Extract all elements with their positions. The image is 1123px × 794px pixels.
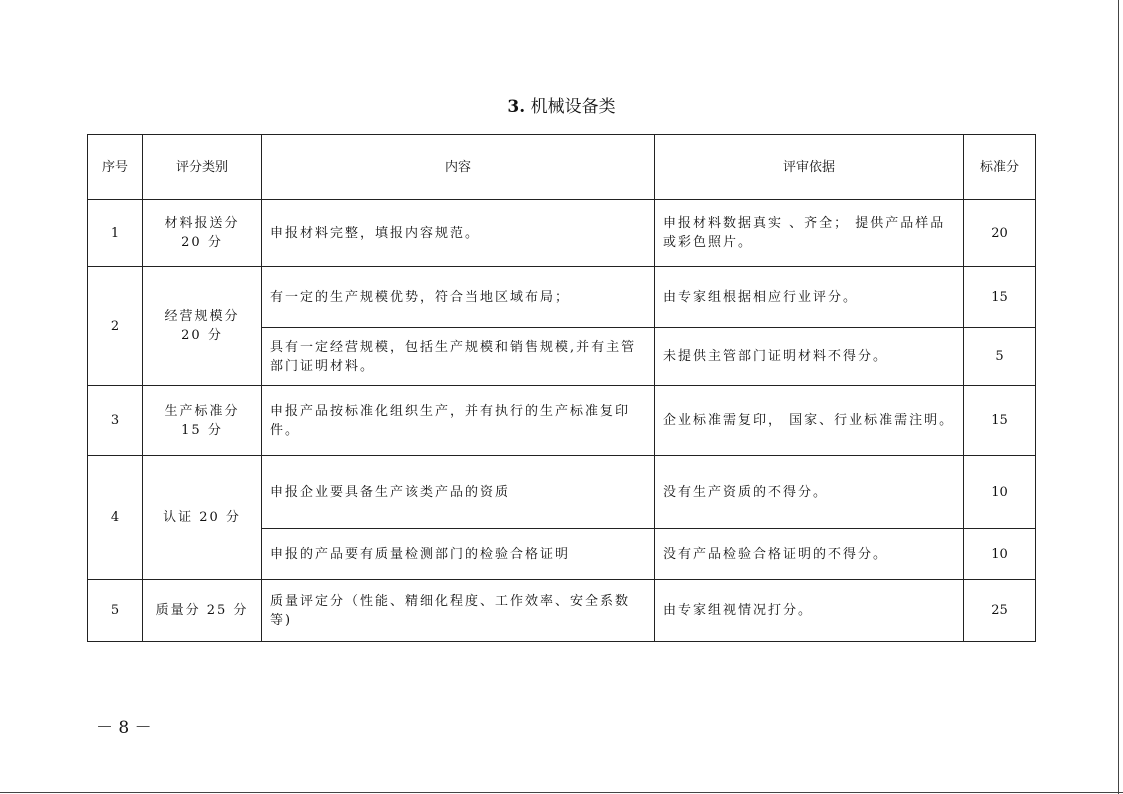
category-line: 材料报送分 <box>164 216 240 231</box>
header-category: 评分类别 <box>143 135 262 200</box>
page-edge-right <box>1118 0 1119 794</box>
row-category <box>143 200 262 267</box>
row-category <box>143 456 262 580</box>
table-row <box>88 456 1036 529</box>
table-row <box>88 267 1036 328</box>
header-basis: 评审依据 <box>655 135 964 200</box>
row-content: 申报产品按标准化组织生产，并有执行的生产标准复印件。 <box>262 386 655 456</box>
row-basis: 没有生产资质的不得分。 <box>655 456 964 529</box>
row-number: 5 <box>88 580 143 642</box>
row-score: 15 <box>964 386 1036 456</box>
row-basis: 未提供主管部门证明材料不得分。 <box>655 328 964 386</box>
row-number: 1 <box>88 200 143 267</box>
row-score: 10 <box>964 456 1036 529</box>
category-line: 经营规模分 <box>164 309 240 324</box>
row-score: 5 <box>964 328 1036 386</box>
row-category <box>143 267 262 386</box>
row-content: 有一定的生产规模优势，符合当地区域布局； <box>262 267 655 328</box>
page-number: － 8 － <box>96 718 152 738</box>
row-category <box>143 386 262 456</box>
row-content: 申报材料完整，填报内容规范。 <box>262 200 655 267</box>
category-line: 15 分 <box>181 422 223 438</box>
row-number: 3 <box>88 386 143 456</box>
row-basis: 企业标准需复印， 国家、行业标准需注明。 <box>655 386 964 456</box>
title-number: 3. <box>507 97 526 117</box>
category-line: 生产标准分 <box>164 403 240 419</box>
scoring-table <box>87 134 1036 642</box>
header-no: 序号 <box>88 135 143 200</box>
row-content: 申报的产品要有质量检测部门的检验合格证明 <box>262 529 655 580</box>
title-text: 机械设备类 <box>530 97 616 117</box>
row-number: 2 <box>88 267 143 386</box>
row-content: 具有一定经营规模，包括生产规模和销售规模,并有主管部门证明材料。 <box>262 328 655 386</box>
row-score: 10 <box>964 529 1036 580</box>
row-content: 质量评定分（性能、精细化程度、工作效率、安全系数等) <box>262 580 655 642</box>
category-line: 认证 20 分 <box>163 510 241 525</box>
header-content: 内容 <box>262 135 655 200</box>
table-row <box>88 200 1036 267</box>
row-basis: 没有产品检验合格证明的不得分。 <box>655 529 964 580</box>
category-line: 质量分 25 分 <box>155 603 249 618</box>
page-title <box>0 96 1123 118</box>
category-line: 20 分 <box>181 328 223 343</box>
row-number: 4 <box>88 456 143 580</box>
row-category <box>143 580 262 642</box>
table-row <box>88 386 1036 456</box>
row-basis: 申报材料数据真实 、齐全； 提供产品样品或彩色照片。 <box>655 200 964 267</box>
row-basis: 由专家组视情况打分。 <box>655 580 964 642</box>
table-row <box>88 580 1036 642</box>
header-row <box>88 135 1036 200</box>
row-score: 25 <box>964 580 1036 642</box>
row-score: 20 <box>964 200 1036 267</box>
header-score: 标准分 <box>964 135 1036 200</box>
row-basis: 由专家组根据相应行业评分。 <box>655 267 964 328</box>
row-content: 申报企业要具备生产该类产品的资质 <box>262 456 655 529</box>
page-edge-bottom <box>0 792 1123 793</box>
category-line: 20 分 <box>181 235 223 250</box>
row-score: 15 <box>964 267 1036 328</box>
